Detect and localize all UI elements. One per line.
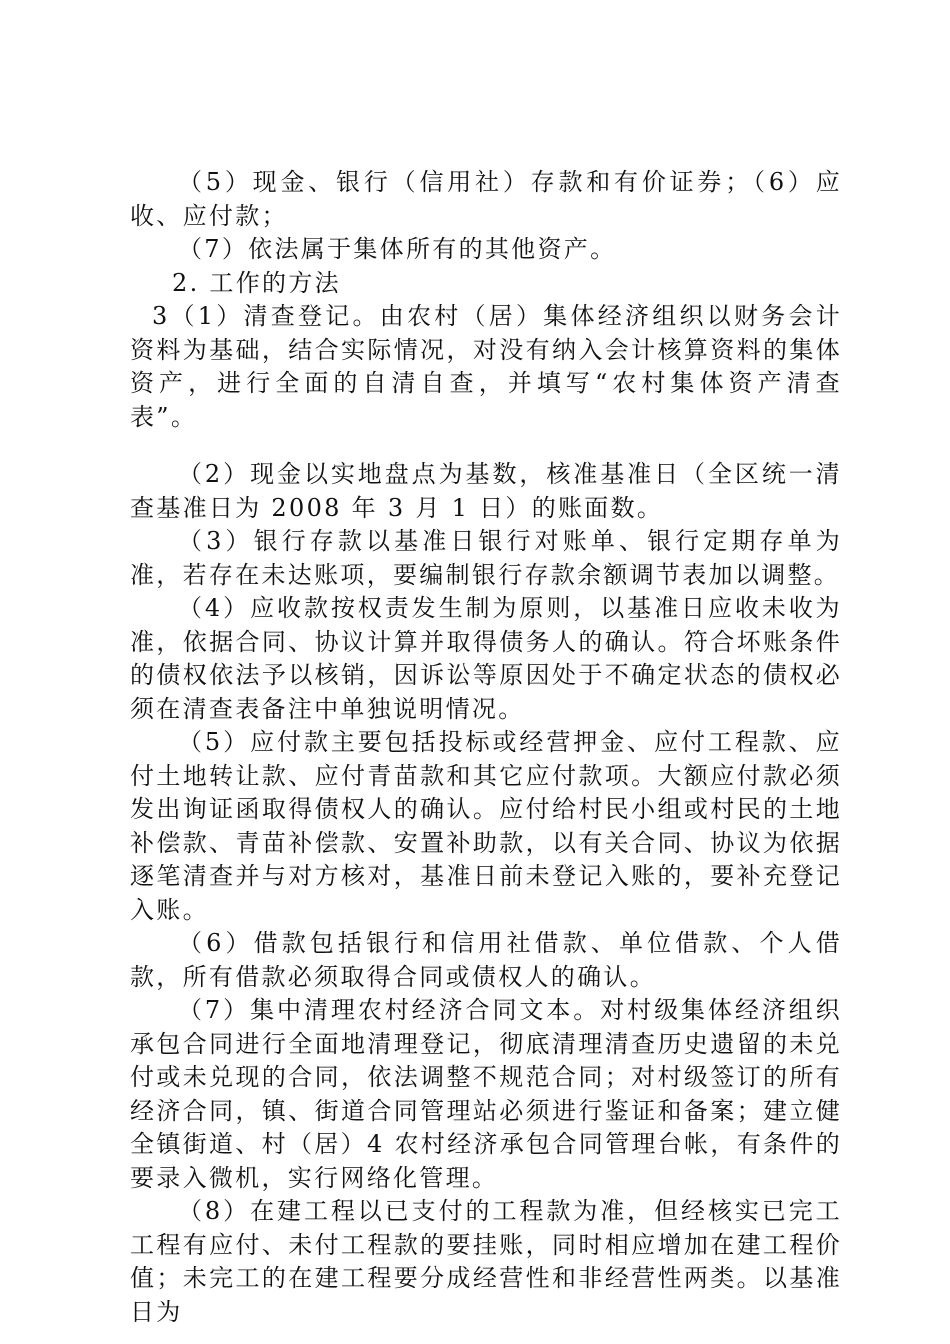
section-heading-work-method: 2. 工作的方法 bbox=[172, 268, 341, 297]
paragraph-assets-cash-receivables: （5）现金、银行（信用社）存款和有价证券；（6）应收、应付款； bbox=[130, 168, 842, 230]
paragraph-economic-contracts: （7）集中清理农村经济合同文本。对村级集体经济组织承包合同进行全面地清理登记，彻底清理清查历史遗留的未兑付或未兑现的合同，依法调整不规范合同；对村级签订的所有经济合同，镇、街道合同管理站必须进行鉴证和备案；建立健全镇街道、村（居）4 农村经济承包合同管理台帐，有条件的要录入微机，实行网络化管理。 bbox=[130, 996, 842, 1192]
document-body bbox=[130, 166, 842, 1329]
paragraph-loans: （6）借款包括银行和信用社借款、单位借款、个人借款，所有借款必须取得合同或债权人的确认。 bbox=[130, 929, 842, 991]
paragraph-inventory-registration: 3（1）清查登记。由农村（居）集体经济组织以财务会计资料为基础，结合实际情况，对没有纳入会计核算资料的集体资产，进行全面的自清自查，并填写“农村集体资产清查表”。 bbox=[130, 302, 842, 431]
paragraph-bank-deposits: （3）银行存款以基准日银行对账单、银行定期存单为准，若存在未达账项，要编制银行存款余额调节表加以调整。 bbox=[130, 527, 842, 589]
paragraph-payables: （5）应付款主要包括投标或经营押金、应付工程款、应付土地转让款、应付青苗款和其它应付款项。大额应付款必须发出询证函取得债权人的确认。应付给村民小组或村民的土地补偿款、青苗补偿款、安置补助款，以有关合同、协议为依据逐笔清查并与对方核对，基准日前未登记入账的，要补充登记入账。 bbox=[130, 728, 842, 924]
paragraph-other-collective-assets: （7）依法属于集体所有的其他资产。 bbox=[178, 235, 617, 263]
paragraph-construction-in-progress: （8）在建工程以已支付的工程款为准，但经核实已完工工程有应付、未付工程款的要挂账，同时相应增加在建工程价值；未完工的在建工程要分成经营性和非经营性两类。以基准日为 bbox=[130, 1197, 842, 1326]
paragraph-receivables: （4）应收款按权责发生制为原则，以基准日应收未收为准，依据合同、协议计算并取得债务人的确认。符合坏账条件的债权依法予以核销，因诉讼等原因处于不确定状态的债权必须在清查表备注中单独说明情况。 bbox=[130, 594, 842, 723]
paragraph-cash-count: （2）现金以实地盘点为基数，核准基准日（全区统一清查基准日为 2008 年 3 月 1 日）的账面数。 bbox=[130, 460, 842, 522]
